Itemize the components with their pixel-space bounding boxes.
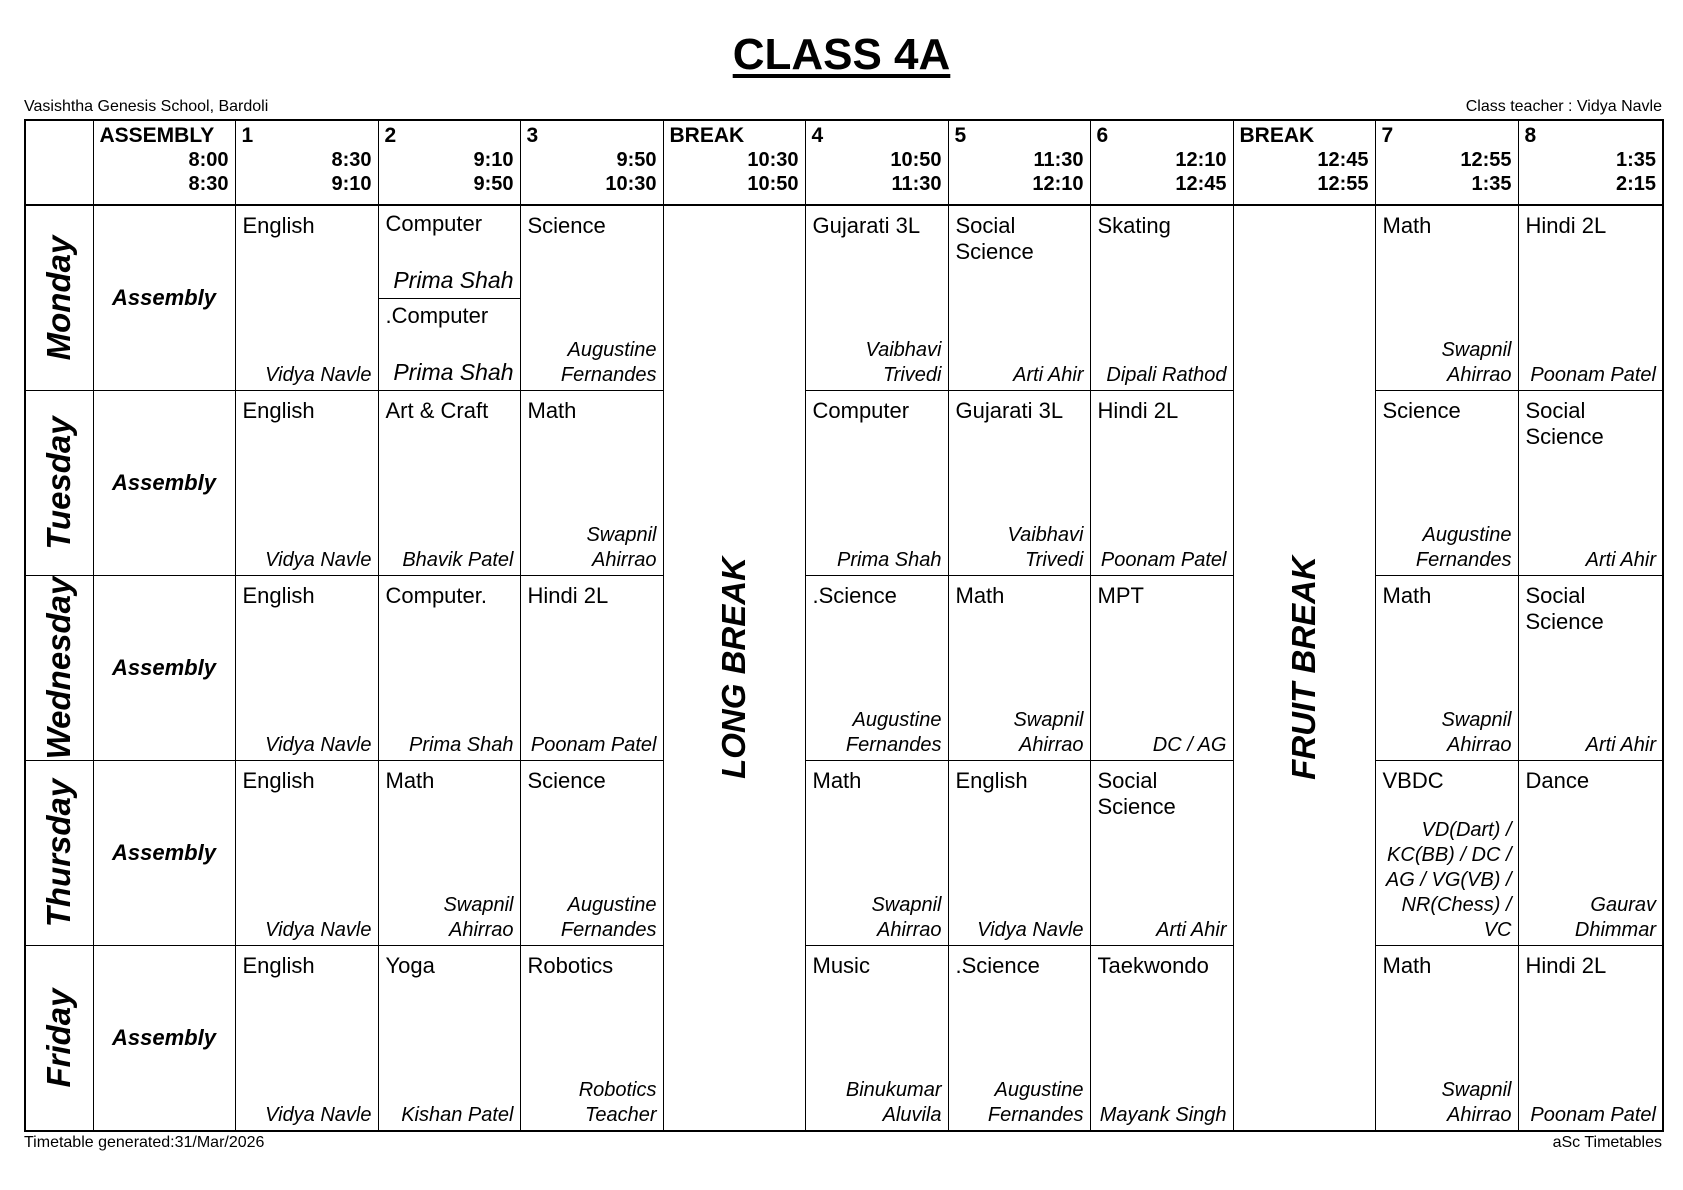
- period-start-time: 8:30: [331, 149, 372, 171]
- lesson-teacher: Swapnil Ahirrao: [871, 894, 942, 942]
- lesson-teacher: Augustine Fernandes: [1415, 523, 1512, 571]
- lesson-subject: Gujarati 3L: [955, 397, 1064, 423]
- lesson-wrap: [949, 391, 1090, 575]
- lesson-cell[interactable]: [235, 575, 378, 760]
- lesson-teacher: Vidya Navle: [265, 919, 372, 942]
- lesson-cell[interactable]: [948, 390, 1090, 575]
- lesson-wrap: [236, 946, 378, 1130]
- lesson-teacher: Arti Ahir: [1013, 363, 1084, 386]
- lesson-cell[interactable]: [235, 205, 378, 390]
- lesson-cell[interactable]: [805, 390, 948, 575]
- assembly-label: Assembly: [112, 655, 216, 681]
- lesson-cell[interactable]: [1518, 575, 1663, 760]
- lesson-subject: Gujarati 3L: [812, 213, 921, 239]
- lesson-teacher: Poonam Patel: [530, 734, 657, 757]
- period-start-time: 9:50: [616, 149, 657, 171]
- lesson-subject: Science: [527, 213, 606, 239]
- period-header-content: [379, 121, 520, 204]
- period-start-time: 9:10: [473, 149, 514, 171]
- lesson-wrap: [806, 391, 948, 575]
- lesson-subject: English: [242, 582, 315, 608]
- assembly-cell: [93, 946, 235, 1131]
- period-header-content: [236, 121, 378, 204]
- period-name: BREAK: [669, 124, 745, 147]
- day-label-cell: [25, 575, 93, 760]
- assembly-wrap: [94, 576, 235, 760]
- day-label-cell: [25, 946, 93, 1131]
- period-header: [1090, 120, 1233, 205]
- assembly-label: Assembly: [112, 1025, 216, 1051]
- lesson-cell[interactable]: [520, 575, 663, 760]
- lesson-wrap: [521, 576, 663, 760]
- lesson-cell[interactable]: [520, 946, 663, 1131]
- lesson-subject: Computer: [385, 211, 483, 237]
- period-header: [235, 120, 378, 205]
- lesson-teacher: Prima Shah: [409, 734, 514, 757]
- split-lesson-part[interactable]: [379, 206, 520, 299]
- break-wrap: [664, 206, 805, 1130]
- lesson-wrap: [949, 576, 1090, 760]
- lesson-cell[interactable]: [1090, 575, 1233, 760]
- lesson-cell[interactable]: [805, 761, 948, 946]
- lesson-wrap: [1091, 946, 1233, 1130]
- assembly-cell: [93, 575, 235, 760]
- lesson-cell[interactable]: [520, 205, 663, 390]
- lesson-subject: .Science: [955, 953, 1040, 979]
- day-row: [25, 946, 1663, 1131]
- lesson-cell[interactable]: [235, 390, 378, 575]
- lesson-subject: Hindi 2L: [1525, 213, 1607, 239]
- lesson-subject: English: [242, 213, 315, 239]
- lesson-teacher: Swapnil Ahirrao: [1441, 1079, 1512, 1126]
- lesson-subject: Math: [812, 768, 862, 794]
- period-name: 5: [954, 124, 967, 147]
- lesson-teacher: VD(Dart) / KC(BB) / DC / AG / VG(VB) / NR(Chess) / VC: [1385, 819, 1512, 942]
- lesson-cell[interactable]: [378, 575, 520, 760]
- assembly-wrap: [94, 946, 235, 1130]
- period-name: BREAK: [1239, 124, 1315, 147]
- lesson-teacher: Vidya Navle: [977, 919, 1084, 942]
- lesson-wrap: [236, 761, 378, 945]
- period-end-time: 12:10: [1032, 173, 1084, 195]
- period-start-time: 1:35: [1615, 149, 1656, 171]
- lesson-teacher: Vaibhavi Trivedi: [865, 338, 942, 386]
- lesson-cell[interactable]: [235, 761, 378, 946]
- lesson-wrap: [1519, 761, 1663, 945]
- header-row: [25, 120, 1663, 205]
- lesson-wrap: [236, 391, 378, 575]
- period-end-time: 9:10: [331, 173, 372, 195]
- lesson-wrap: [1376, 761, 1518, 945]
- period-name: ASSEMBLY: [99, 124, 215, 147]
- assembly-wrap: [94, 206, 235, 390]
- lesson-wrap: [1091, 576, 1233, 760]
- long-break-label: LONG BREAK: [715, 557, 752, 779]
- period-start-time: 10:30: [747, 149, 799, 171]
- period-name: 3: [526, 124, 539, 147]
- lesson-teacher: Vaibhavi Trivedi: [1007, 523, 1084, 571]
- day-label-cell: [25, 761, 93, 946]
- period-header: [1375, 120, 1518, 205]
- lesson-wrap: [379, 391, 520, 575]
- lesson-wrap: [949, 206, 1090, 390]
- lesson-subject: Math: [1382, 953, 1432, 979]
- lesson-wrap: [806, 946, 948, 1130]
- period-start-time: 12:45: [1317, 149, 1369, 171]
- lesson-wrap: [1519, 206, 1663, 390]
- lesson-subject: Yoga: [385, 953, 435, 979]
- lesson-subject: Robotics: [527, 953, 614, 979]
- lesson-cell[interactable]: [1375, 575, 1518, 760]
- assembly-wrap: [94, 761, 235, 945]
- lesson-teacher: Vidya Navle: [265, 1104, 372, 1126]
- lesson-cell[interactable]: [1518, 390, 1663, 575]
- day-name: Monday: [40, 235, 78, 361]
- lesson-subject: Taekwondo: [1097, 953, 1209, 979]
- lesson-subject: English: [242, 397, 315, 423]
- lesson-cell[interactable]: [1375, 946, 1518, 1131]
- period-header-content: [94, 121, 235, 204]
- period-end-time: 11:30: [891, 173, 942, 195]
- period-header: [93, 120, 235, 205]
- lesson-teacher: Swapnil Ahirrao: [1441, 338, 1512, 386]
- break-wrap: [1234, 206, 1375, 1130]
- period-start-time: 12:10: [1175, 149, 1227, 171]
- lesson-subject: .Computer: [385, 302, 489, 328]
- lesson-subject: Math: [955, 582, 1005, 608]
- lesson-wrap: [1091, 206, 1233, 390]
- day-name: Thursday: [40, 778, 78, 928]
- lesson-teacher: Arti Ahir: [1585, 548, 1656, 571]
- period-header: [1518, 120, 1663, 205]
- lesson-subject: .Science: [812, 582, 897, 608]
- lesson-wrap: [1519, 576, 1663, 760]
- period-name: 1: [241, 124, 254, 147]
- lesson-cell[interactable]: [948, 946, 1090, 1131]
- period-start-time: 12:55: [1460, 149, 1512, 171]
- lesson-teacher: Swapnil Ahirrao: [1013, 709, 1084, 757]
- period-header-content: [1519, 121, 1663, 204]
- lesson-teacher: Bhavik Patel: [402, 548, 514, 571]
- lesson-wrap: [379, 761, 520, 945]
- school-name: Vasishtha Genesis School, Bardoli: [24, 98, 269, 115]
- lesson-wrap: [1376, 946, 1518, 1130]
- lesson-subject: Computer: [812, 397, 910, 423]
- assembly-label: Assembly: [112, 284, 216, 310]
- lesson-cell[interactable]: [235, 946, 378, 1131]
- period-header: [1233, 120, 1375, 205]
- lesson-cell[interactable]: [805, 575, 948, 760]
- lesson-teacher: DC / AG: [1152, 734, 1227, 757]
- period-name: 4: [811, 124, 824, 147]
- period-start-time: 8:00: [188, 149, 229, 171]
- lesson-teacher: Swapnil Ahirrao: [586, 523, 657, 571]
- lesson-wrap: [1376, 391, 1518, 575]
- lesson-cell[interactable]: [1090, 761, 1233, 946]
- day-row: [25, 575, 1663, 760]
- lesson-wrap: [1519, 391, 1663, 575]
- lesson-cell[interactable]: [1518, 761, 1663, 946]
- period-end-time: 10:30: [605, 173, 657, 195]
- lesson-wrap: [1091, 761, 1233, 945]
- period-header: [948, 120, 1090, 205]
- assembly-label: Assembly: [112, 469, 216, 495]
- lesson-subject: English: [955, 768, 1028, 794]
- assembly-wrap: [94, 391, 235, 575]
- lesson-subject: Math: [385, 768, 435, 794]
- lesson-teacher: Prima Shah: [393, 266, 514, 293]
- period-header: [520, 120, 663, 205]
- lesson-wrap: [521, 391, 663, 575]
- lesson-cell[interactable]: [1090, 946, 1233, 1131]
- fruit-break-label: FRUIT BREAK: [1285, 556, 1322, 780]
- lesson-cell[interactable]: [520, 761, 663, 946]
- lesson-cell[interactable]: [1090, 390, 1233, 575]
- day-label-cell: [25, 205, 93, 390]
- assembly-cell: [93, 390, 235, 575]
- lesson-cell[interactable]: [378, 761, 520, 946]
- lesson-subject: Science: [527, 768, 606, 794]
- lesson-wrap: [949, 946, 1090, 1130]
- lesson-subject: Science: [1382, 397, 1461, 423]
- period-header-content: [1091, 121, 1233, 204]
- lesson-cell[interactable]: [1375, 390, 1518, 575]
- lesson-subject: Math: [1382, 582, 1432, 608]
- timetable-grid: [24, 119, 1664, 1132]
- period-name: 7: [1381, 124, 1394, 147]
- lesson-teacher: Poonam Patel: [1530, 1104, 1656, 1126]
- lesson-wrap: [1376, 576, 1518, 760]
- lesson-cell[interactable]: [378, 205, 520, 390]
- period-header-content: [949, 121, 1090, 204]
- lesson-wrap: [379, 946, 520, 1130]
- lesson-cell[interactable]: [520, 390, 663, 575]
- lesson-wrap: [806, 761, 948, 945]
- lesson-subject: Math: [1382, 213, 1432, 239]
- lesson-teacher: Arti Ahir: [1585, 734, 1656, 757]
- day-name: Wednesday: [40, 576, 78, 760]
- lesson-teacher: Swapnil Ahirrao: [1441, 709, 1512, 757]
- lesson-cell[interactable]: [948, 205, 1090, 390]
- lesson-subject: Music: [812, 953, 870, 979]
- period-end-time: 1:35: [1471, 173, 1512, 195]
- day-name: Friday: [40, 988, 78, 1088]
- lesson-wrap: [949, 761, 1090, 945]
- period-end-time: 12:45: [1175, 173, 1227, 195]
- day-label-cell: [25, 390, 93, 575]
- lesson-subject: Social Science: [1525, 582, 1604, 634]
- lesson-teacher: Gaurav Dhimmar: [1574, 894, 1656, 942]
- lesson-teacher: Vidya Navle: [265, 548, 372, 571]
- fruit-break-cell: [1233, 205, 1375, 1131]
- day-row: [25, 390, 1663, 575]
- lesson-cell[interactable]: [1518, 946, 1663, 1131]
- lesson-cell[interactable]: [1375, 205, 1518, 390]
- lesson-cell[interactable]: [805, 946, 948, 1131]
- split-lesson-part[interactable]: [379, 298, 520, 390]
- lesson-cell[interactable]: [1090, 205, 1233, 390]
- lesson-wrap: [806, 206, 948, 390]
- lesson-cell[interactable]: [378, 390, 520, 575]
- lesson-subject: Social Science: [955, 213, 1034, 265]
- lesson-cell[interactable]: [1518, 205, 1663, 390]
- period-end-time: 12:55: [1317, 173, 1369, 195]
- period-header-content: [521, 121, 663, 204]
- period-start-time: 11:30: [1033, 149, 1084, 171]
- lesson-subject: MPT: [1097, 582, 1144, 608]
- period-start-time: 10:50: [890, 149, 942, 171]
- lesson-teacher: Swapnil Ahirrao: [443, 894, 514, 942]
- lesson-teacher: Prima Shah: [837, 548, 942, 571]
- lesson-teacher: Binukumar Aluvila: [845, 1079, 942, 1126]
- lesson-cell[interactable]: [805, 205, 948, 390]
- lesson-wrap: [1091, 391, 1233, 575]
- day-row: [25, 205, 1663, 390]
- lesson-wrap: [236, 576, 378, 760]
- lesson-wrap: [806, 576, 948, 760]
- period-end-time: 9:50: [473, 173, 514, 195]
- lesson-subject: Art & Craft: [385, 397, 489, 423]
- lesson-subject: Dance: [1525, 768, 1590, 794]
- assembly-cell: [93, 761, 235, 946]
- lesson-wrap: [1519, 946, 1663, 1130]
- lesson-teacher: Augustine Fernandes: [560, 338, 657, 386]
- lesson-teacher: Vidya Navle: [265, 734, 372, 757]
- period-end-time: 10:50: [747, 173, 799, 195]
- assembly-cell: [93, 205, 235, 390]
- lesson-teacher: Poonam Patel: [1100, 548, 1227, 571]
- lesson-teacher: Robotics Teacher: [578, 1079, 657, 1126]
- period-name: 2: [384, 124, 397, 147]
- lesson-cell[interactable]: [948, 575, 1090, 760]
- period-end-time: 2:15: [1615, 173, 1656, 195]
- lesson-wrap: [379, 576, 520, 760]
- lesson-teacher: Mayank Singh: [1099, 1104, 1227, 1126]
- page-title: CLASS 4A: [732, 30, 951, 79]
- period-header: [805, 120, 948, 205]
- lesson-wrap: [521, 206, 663, 390]
- lesson-subject: English: [242, 768, 315, 794]
- day-name: Tuesday: [40, 416, 78, 550]
- period-header-content: [806, 121, 948, 204]
- period-header: [663, 120, 805, 205]
- lesson-cell[interactable]: [948, 761, 1090, 946]
- lesson-teacher: Augustine Fernandes: [987, 1079, 1084, 1126]
- lesson-wrap: [236, 206, 378, 390]
- lesson-subject: Hindi 2L: [1525, 953, 1607, 979]
- lesson-subject: Computer.: [385, 582, 487, 608]
- period-header-content: [664, 121, 805, 204]
- long-break-cell: [663, 205, 805, 1131]
- period-name: 8: [1524, 124, 1537, 147]
- lesson-teacher: Prima Shah: [393, 358, 514, 385]
- lesson-subject: Math: [527, 397, 577, 423]
- period-end-time: 8:30: [188, 173, 229, 195]
- lesson-cell[interactable]: [378, 946, 520, 1131]
- lesson-teacher: Kishan Patel: [401, 1104, 514, 1126]
- lesson-subject: Hindi 2L: [527, 582, 609, 608]
- software-brand: aSc Timetables: [1552, 1134, 1662, 1151]
- lesson-subject: Social Science: [1097, 768, 1176, 820]
- lesson-teacher: Dipali Rathod: [1106, 363, 1227, 386]
- generated-date: Timetable generated:31/Mar/2026: [24, 1134, 265, 1151]
- day-row: [25, 761, 1663, 946]
- assembly-label: Assembly: [112, 840, 216, 866]
- lesson-subject: English: [242, 953, 315, 979]
- lesson-subject: Skating: [1097, 213, 1171, 239]
- lesson-teacher: Augustine Fernandes: [845, 709, 942, 757]
- period-header-content: [1376, 121, 1518, 204]
- lesson-teacher: Vidya Navle: [265, 363, 372, 386]
- lesson-subject: Hindi 2L: [1097, 397, 1179, 423]
- lesson-teacher: Arti Ahir: [1156, 919, 1227, 942]
- period-header-content: [1234, 121, 1375, 204]
- period-name: 6: [1096, 124, 1109, 147]
- lesson-cell[interactable]: [1375, 761, 1518, 946]
- lesson-teacher: Augustine Fernandes: [560, 894, 657, 942]
- lesson-wrap: [1376, 206, 1518, 390]
- lesson-subject: Social Science: [1525, 397, 1604, 449]
- period-header: [378, 120, 520, 205]
- lesson-wrap: [521, 761, 663, 945]
- class-teacher: Class teacher : Vidya Navle: [1465, 98, 1662, 115]
- lesson-wrap: [521, 946, 663, 1130]
- split-lesson: [379, 206, 520, 390]
- lesson-teacher: Poonam Patel: [1530, 363, 1656, 386]
- lesson-subject: VBDC: [1382, 768, 1444, 794]
- corner-cell: [25, 120, 93, 205]
